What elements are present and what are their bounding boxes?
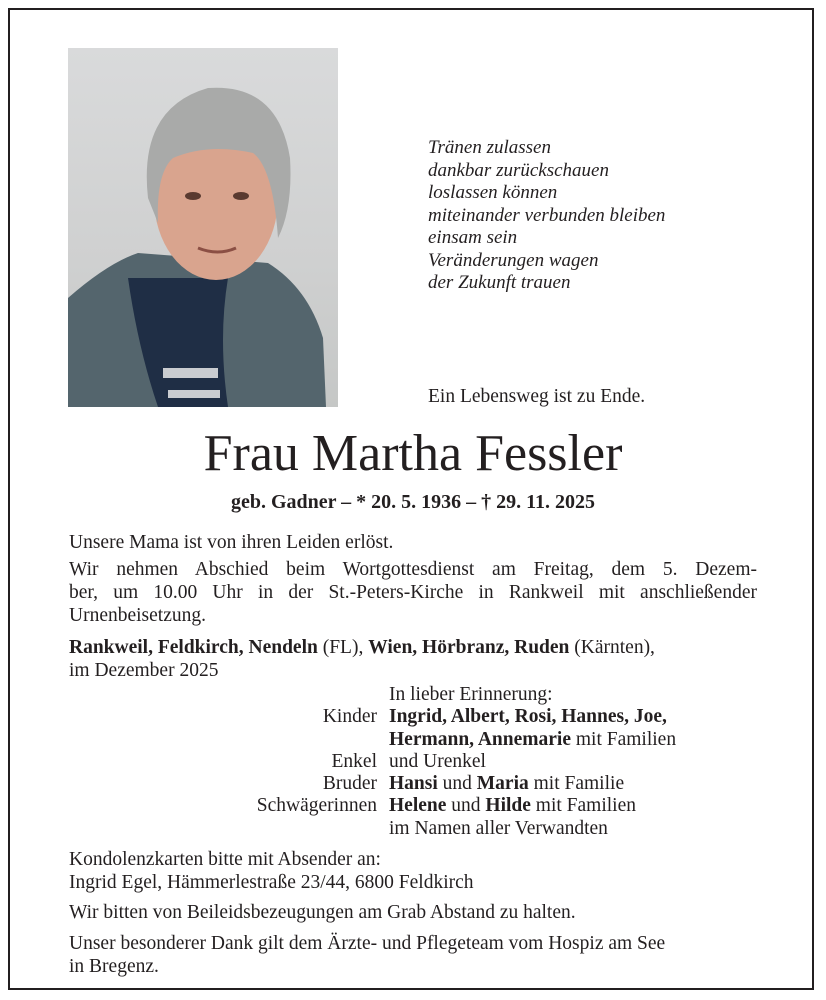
- family-label: Kinder: [322, 706, 377, 728]
- deceased-name: Frau Martha Fessler: [203, 425, 623, 482]
- poem-line: loslassen können: [428, 182, 558, 203]
- family-text: mit Familien: [530, 795, 637, 817]
- portrait-photo: [68, 48, 338, 407]
- family-text: mit Familien: [570, 728, 677, 750]
- family-list: [0, 684, 676, 840]
- condolence-line: Kondolenzkarten bitte mit Absender an:: [69, 849, 381, 870]
- poem-line: dankbar zurückschauen: [428, 159, 609, 181]
- poem-line: Veränderungen wagen: [428, 249, 599, 271]
- condolence-address: Ingrid Egel, Hämmerlestraße 23/44, 6800 Feldkirch: [69, 872, 474, 893]
- para-service-line: ber, um 10.00 Uhr in der St.-Peters-Kirche in Rankweil mit anschließender: [69, 582, 757, 603]
- family-label: Bruder: [322, 773, 377, 795]
- children-names: Hermann, Annemarie: [389, 728, 571, 750]
- family-text: mit Familie: [528, 773, 625, 795]
- poem: [428, 137, 665, 295]
- para-service-line: Urnenbeisetzung.: [69, 605, 206, 626]
- sibling-name: Hansi: [389, 773, 438, 795]
- poem-line: Tränen zulassen: [428, 137, 551, 158]
- places-bold: Wien, Hörbranz, Ruden: [368, 637, 570, 658]
- thanks-line: Unser besonderer Dank gilt dem Ärzte- und Pflegeteam vom Hospiz am See: [69, 933, 666, 954]
- thanks-line: in Bregenz.: [69, 956, 159, 977]
- life-dates: geb. Gadner – * 20. 5. 1936 – † 29. 11. 2025: [230, 491, 596, 513]
- family-text: und: [437, 773, 477, 795]
- intro-line: Ein Lebensweg ist zu Ende.: [428, 386, 646, 407]
- family-label: Schwägerinnen: [256, 795, 377, 817]
- family-label: Enkel: [331, 750, 377, 772]
- sister-in-law-name: Hilde: [485, 795, 531, 817]
- places-bold: Rankweil, Feldkirch, Nendeln: [69, 637, 318, 658]
- sister-in-law-name: Helene: [389, 795, 447, 817]
- places-text: (Kärnten),: [569, 637, 655, 658]
- date-line: im Dezember 2025: [69, 660, 219, 681]
- para-service-line: Wir nehmen Abschied beim Wortgottesdienst am Freitag, dem 5. Dezem-: [69, 559, 757, 580]
- poem-line: der Zukunft trauen: [428, 272, 571, 293]
- children-names: Ingrid, Albert, Rosi, Hannes, Joe,: [389, 706, 667, 728]
- places-text: (FL),: [317, 637, 369, 658]
- family-text: und: [446, 795, 486, 817]
- family-text: und Urenkel: [389, 750, 486, 772]
- sibling-name: Maria: [476, 773, 529, 795]
- family-closing: im Namen aller Verwandten: [389, 817, 608, 839]
- family-heading: In lieber Erinnerung:: [389, 684, 553, 705]
- para-relief: Unsere Mama ist von ihren Leiden erlöst.: [69, 532, 394, 553]
- poem-line: miteinander verbunden bleiben: [428, 204, 666, 226]
- places-line: [69, 636, 655, 659]
- distance-note: Wir bitten von Beileidsbezeugungen am Grab Abstand zu halten.: [69, 902, 576, 923]
- poem-line: einsam sein: [428, 227, 518, 248]
